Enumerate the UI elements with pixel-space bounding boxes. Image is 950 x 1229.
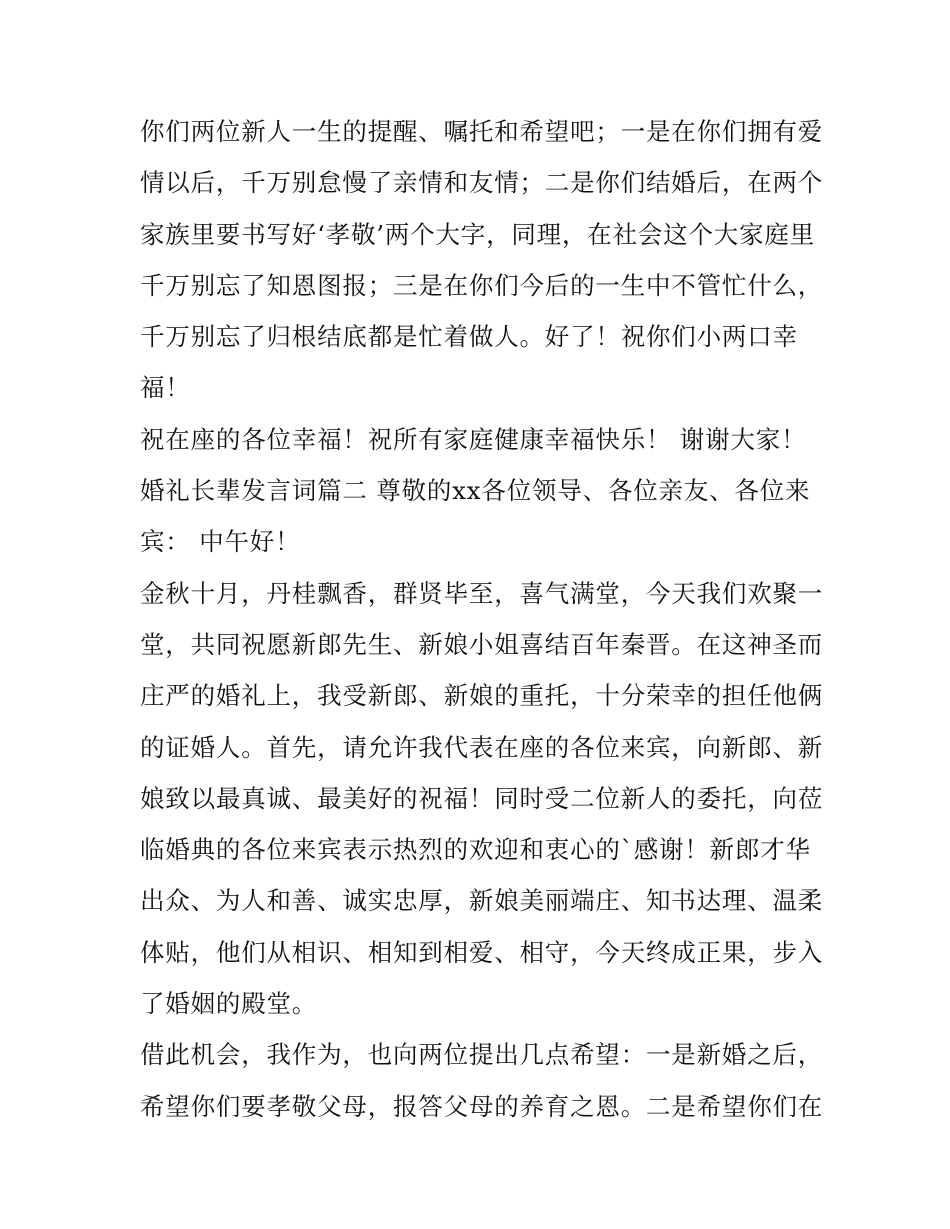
text-line: 体贴，他们从相识、相知到相爱、相守，今天终成正果，步入 bbox=[140, 937, 824, 967]
text-line: 情以后，千万别怠慢了亲情和友情；二是你们结婚后，在两个 bbox=[140, 168, 824, 198]
text-line: 临婚典的各位来宾表示热烈的欢迎和衷心的`感谢！新郎才华 bbox=[140, 835, 811, 865]
text-line: 千万别忘了归根结底都是忙着做人。好了！祝你们小两口幸 bbox=[140, 322, 798, 352]
text-line: 祝在座的各位幸福！祝所有家庭健康幸福快乐！ 谢谢大家！ bbox=[140, 424, 807, 454]
text-line: 了婚姻的殿堂。 bbox=[140, 989, 318, 1019]
text-line: 庄严的婚礼上，我受新郎、新娘的重托，十分荣幸的担任他俩 bbox=[140, 681, 824, 711]
text-line: 金秋十月，丹桂飘香，群贤毕至，喜气满堂，今天我们欢聚一 bbox=[140, 578, 824, 608]
text-line: 出众、为人和善、诚实忠厚，新娘美丽端庄、知书达理、温柔 bbox=[140, 886, 824, 916]
text-line: 宾： 中午好！ bbox=[140, 527, 301, 557]
text-line: 千万别忘了知恩图报；三是在你们今后的一生中不管忙什么， bbox=[140, 270, 824, 300]
text-line: 福！ bbox=[140, 373, 191, 403]
text-line: 堂，共同祝愿新郎先生、新娘小姐喜结百年秦晋。在这神圣而 bbox=[140, 629, 824, 659]
text-line: 家族里要书写好‘孝敬’两个大字，同理，在社会这个大家庭里 bbox=[140, 219, 815, 249]
body-text bbox=[140, 106, 824, 1132]
text-line: 借此机会，我作为，也向两位提出几点希望：一是新婚之后， bbox=[140, 1040, 824, 1070]
text-line: 娘致以最真诚、最美好的祝福！同时受二位新人的委托，向莅 bbox=[140, 783, 824, 813]
text-line: 希望你们要孝敬父母，报答父母的养育之恩。二是希望你们在 bbox=[140, 1091, 824, 1121]
text-line: 婚礼长辈发言词篇二 尊敬的xx各位领导、各位亲友、各位来 bbox=[140, 476, 811, 506]
text-line: 你们两位新人一生的提醒、嘱托和希望吧；一是在你们拥有爱 bbox=[140, 117, 824, 146]
text-line: 的证婚人。首先，请允许我代表在座的各位来宾，向新郎、新 bbox=[140, 732, 824, 762]
